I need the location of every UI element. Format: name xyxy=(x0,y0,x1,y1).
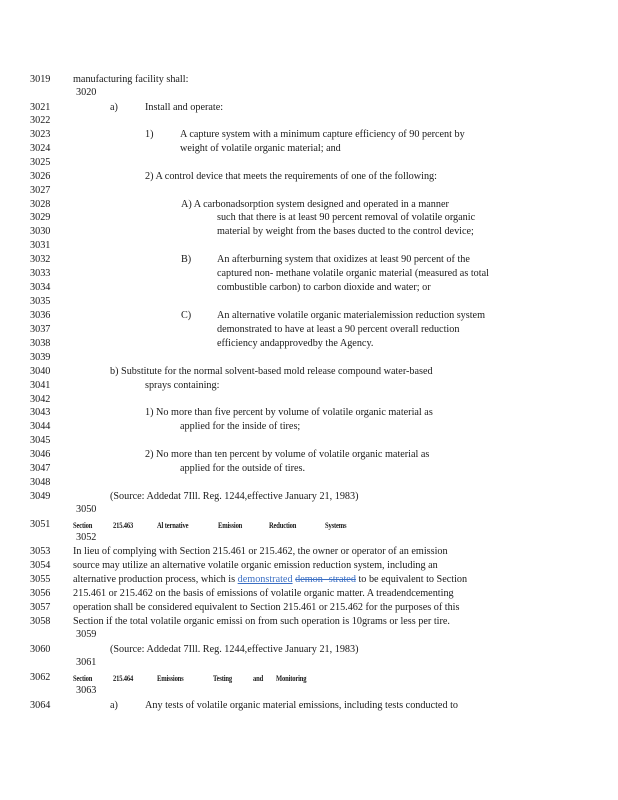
list-marker: a) xyxy=(110,102,118,113)
paragraph-line: source may utilize an alternative volatile organic emission reduction system, including an xyxy=(73,560,438,571)
line-text: demonstrated to have at least a 90 percent overall reduction xyxy=(217,324,460,335)
line-number: 3041 xyxy=(30,380,51,391)
paragraph-line: 215.461 or 215.462 on the basis of emissions of volatile organic matter. A treadendcementing xyxy=(73,588,454,599)
line-number: 3021 xyxy=(30,102,51,113)
section-title-word: Emissions xyxy=(157,674,184,683)
line-number: 3037 xyxy=(30,324,51,335)
line-number: 3057 xyxy=(30,602,51,613)
section-title-word: Emission xyxy=(218,521,243,530)
inserted-text: demonstrated xyxy=(237,574,293,585)
line-number: 3061 xyxy=(76,657,97,668)
line-text: applied for the inside of tires; xyxy=(180,421,301,432)
line-number: 3063 xyxy=(76,685,97,696)
line-number: 3019 xyxy=(30,74,51,85)
line-number: 3047 xyxy=(30,463,51,474)
line-text: Any tests of volatile organic material emissions, including tests conducted to xyxy=(145,700,459,711)
line-text: b) Substitute for the normal solvent-based mold release compound water-based xyxy=(110,366,433,377)
line-text: An alternative volatile organic materialemission reduction system xyxy=(217,310,486,321)
line-text: sprays containing: xyxy=(145,380,220,391)
list-marker: C) xyxy=(181,310,192,321)
line-number: 3020 xyxy=(76,87,97,98)
line-text: A) A carbonadsorption system designed and operated in a manner xyxy=(181,199,449,210)
section-title-word: Monitoring xyxy=(276,674,307,683)
section-title-word: Systems xyxy=(325,521,347,530)
line-number: 3027 xyxy=(30,185,51,196)
section-title-word: Al ternative xyxy=(157,521,189,530)
line-number: 3043 xyxy=(30,407,51,418)
paragraph-text: to be equivalent to Section xyxy=(358,574,468,585)
line-number: 3040 xyxy=(30,366,51,377)
line-number: 3026 xyxy=(30,171,51,182)
line-text: applied for the outside of tires. xyxy=(180,463,306,474)
line-text: captured non- methane volatile organic material (measured as total xyxy=(217,268,489,279)
source-note: (Source: Addedat 7Ill. Reg. 1244,effective January 21, 1983) xyxy=(110,491,359,502)
paragraph-line xyxy=(73,574,467,586)
section-title-word: Reduction xyxy=(269,521,297,530)
line-number: 3035 xyxy=(30,296,51,307)
paragraph-line: operation shall be considered equivalent to Section 215.461 or 215.462 for the purposes of this xyxy=(73,602,460,613)
line-number: 3025 xyxy=(30,157,51,168)
list-marker: 1) xyxy=(145,129,154,140)
line-number: 3023 xyxy=(30,129,51,140)
list-marker: B) xyxy=(181,254,192,265)
line-text: manufacturing facility shall: xyxy=(73,74,189,85)
line-number: 3046 xyxy=(30,449,51,460)
line-text: efficiency andapprovedby the Agency. xyxy=(217,338,374,349)
line-text: combustible carbon) to carbon dioxide and water; or xyxy=(217,282,431,293)
line-number: 3038 xyxy=(30,338,51,349)
line-number: 3053 xyxy=(30,546,51,557)
list-marker: a) xyxy=(110,700,118,711)
line-text: 2) A control device that meets the requirements of one of the following: xyxy=(145,171,437,182)
section-label: Section xyxy=(73,521,93,530)
line-number: 3032 xyxy=(30,254,51,265)
line-text: 2) No more than ten percent by volume of volatile organic material as xyxy=(145,449,430,460)
line-number: 3024 xyxy=(30,143,51,154)
line-number: 3051 xyxy=(30,519,51,530)
section-title-word: and xyxy=(253,674,264,683)
line-number: 3056 xyxy=(30,588,51,599)
line-number: 3055 xyxy=(30,574,51,585)
source-note: (Source: Addedat 7Ill. Reg. 1244,effective January 21, 1983) xyxy=(110,644,359,655)
line-text: A capture system with a minimum capture efficiency of 90 percent by xyxy=(180,129,465,140)
line-text: material by weight from the bases ducted to the control device; xyxy=(217,226,474,237)
line-number: 3039 xyxy=(30,352,51,363)
line-number: 3059 xyxy=(76,629,97,640)
line-number: 3045 xyxy=(30,435,51,446)
line-number: 3031 xyxy=(30,240,51,251)
section-number: 215.464 xyxy=(113,674,134,683)
section-number: 215.463 xyxy=(113,521,134,530)
line-number: 3022 xyxy=(30,115,51,126)
deleted-text: demon- strated xyxy=(295,574,356,585)
line-number: 3044 xyxy=(30,421,51,432)
line-number: 3052 xyxy=(76,532,97,543)
line-number: 3062 xyxy=(30,672,51,683)
line-text: Install and operate: xyxy=(145,102,224,113)
line-number: 3042 xyxy=(30,394,51,405)
line-number: 3064 xyxy=(30,700,51,711)
line-text: weight of volatile organic material; and xyxy=(180,143,341,154)
line-number: 3049 xyxy=(30,491,51,502)
line-number: 3050 xyxy=(76,504,97,515)
line-number: 3034 xyxy=(30,282,51,293)
line-number: 3060 xyxy=(30,644,51,655)
line-text: such that there is at least 90 percent removal of volatile organic xyxy=(217,212,476,223)
line-text: 1) No more than five percent by volume of volatile organic material as xyxy=(145,407,433,418)
line-text: An afterburning system that oxidizes at least 90 percent of the xyxy=(217,254,470,265)
section-title-word: Testing xyxy=(213,674,233,683)
line-number: 3029 xyxy=(30,212,51,223)
line-number: 3054 xyxy=(30,560,51,571)
paragraph-text: alternative production process, which is xyxy=(73,574,236,585)
line-number: 3048 xyxy=(30,477,51,488)
line-number: 3033 xyxy=(30,268,51,279)
line-number: 3058 xyxy=(30,616,51,627)
line-number: 3030 xyxy=(30,226,51,237)
paragraph-line: In lieu of complying with Section 215.461 or 215.462, the owner or operator of an emission xyxy=(73,546,448,557)
paragraph-line: Section if the total volatile organic emissi on from such operation is 10grams or less per tire. xyxy=(73,616,450,627)
section-label: Section xyxy=(73,674,93,683)
line-number: 3036 xyxy=(30,310,51,321)
line-number: 3028 xyxy=(30,199,51,210)
